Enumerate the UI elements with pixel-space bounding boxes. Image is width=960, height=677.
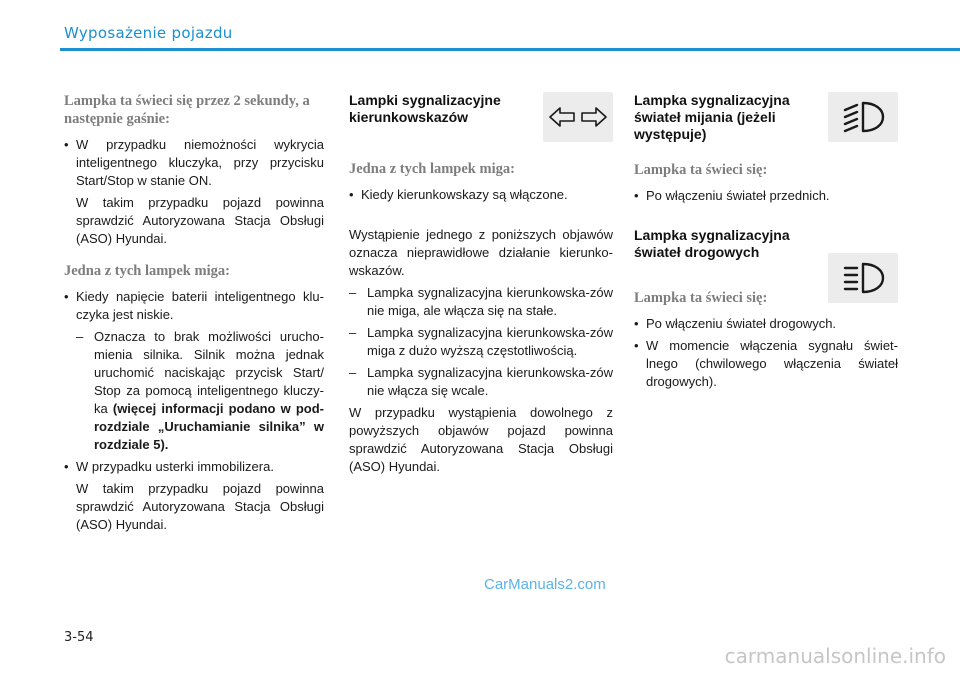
list-item [634, 315, 898, 333]
low-beam-title: Lampka sygnalizacyjna świateł mijania (jeżeli występuje) [634, 92, 790, 142]
watermark-carmanualsonline: carmanualsonline.info [724, 644, 946, 668]
watermark-carmanuals2: CarManuals2.com [484, 576, 606, 593]
bullet-dot: • [64, 137, 69, 152]
bullet-text: Po włączeniu świateł drogowych. [646, 316, 837, 331]
turn-signal-title: Lampki sygnalizacyjne kierunkowskazów [349, 92, 501, 125]
bullet-dot: • [64, 289, 69, 304]
dash-mark: – [349, 325, 357, 340]
bullet-dot: • [634, 188, 639, 203]
dash-text: Lampka sygnalizacyjna kierunkowska-zów nie włącza się wcale. [367, 365, 613, 398]
section-head [349, 92, 613, 142]
dash-item [349, 364, 613, 400]
dash-mark: – [349, 285, 357, 300]
list-item [634, 337, 898, 391]
turn-signal-icon-box [543, 92, 613, 142]
dash-item [349, 324, 613, 360]
column-2 [349, 92, 613, 480]
page-number: 3-54 [64, 630, 94, 645]
list-item [64, 136, 324, 190]
bullet-text: W momencie włączenia sygnału świet-lnego (chwilowego włączenia świateł drogowych). [646, 338, 898, 389]
dash-text [94, 328, 324, 454]
bullet-text: Kiedy napięcie baterii inteligentnego klu-czyka jest niskie. [76, 289, 324, 322]
list-item [349, 186, 613, 204]
header-rule [60, 48, 960, 51]
bullet-text: W przypadku usterki immobilizera. [76, 459, 274, 474]
bullet-dot: • [349, 187, 354, 202]
bullet-dot: • [634, 338, 639, 353]
high-beam-icon [837, 258, 889, 298]
dash-text: Lampka sygnalizacyjna kierunkowska-zów miga z dużo wyższą częstotliwością. [367, 325, 613, 358]
heading-lit: Lampka ta świeci się: [634, 162, 768, 178]
list-item [64, 288, 324, 324]
dash-text: Lampka sygnalizacyjna kierunkowska-zów nie miga, ale włącza się na stałe. [367, 285, 613, 318]
column-1 [64, 92, 324, 538]
paragraph: W takim przypadku pojazd powinna sprawdzić Autoryzowana Stacja Obsługi (ASO) Hyundai. [76, 481, 324, 532]
list-item [64, 458, 324, 476]
section-title: Wyposażenie pojazdu [64, 24, 233, 42]
heading-blinking: Jedna z tych lampek miga: [349, 161, 515, 177]
dash-text-regular: Oznacza to brak możliwości urucho-mienia silnika. Silnik można jednak uruchomić naciskając przycisk Start/ Stop za pomocą inteligentnego kluczy-ka [94, 329, 324, 416]
dash-mark: – [349, 365, 357, 380]
low-beam-icon [837, 97, 889, 137]
heading-blinking: Jedna z tych lampek miga: [64, 263, 230, 279]
heading-lit: Lampka ta świeci się: [634, 290, 768, 306]
bullet-text: Po włączeniu świateł przednich. [646, 188, 830, 203]
bullet-dot: • [634, 316, 639, 331]
dash-mark: – [76, 329, 84, 344]
dash-text-bold: (więcej informacji podano w pod-rozdziale „Uruchamianie silnika” w rozdziale 5). [94, 401, 324, 452]
paragraph: W takim przypadku pojazd powinna sprawdzić Autoryzowana Stacja Obsługi (ASO) Hyundai. [76, 195, 324, 246]
heading-lights-2s: Lampka ta świeci się przez 2 sekundy, a następnie gaśnie: [64, 93, 310, 127]
section-head [634, 92, 898, 143]
dash-item [64, 328, 324, 454]
bullet-text: Kiedy kierunkowskazy są włączone. [361, 187, 568, 202]
bullet-dot: • [64, 459, 69, 474]
bullet-text: W przypadku niemożności wykrycia inteligentnego kluczyka, przy przycisku Start/Stop w stanie ON. [76, 137, 324, 188]
paragraph: W przypadku wystąpienia dowolnego z powyższych objawów pojazd powinna sprawdzić Autoryzowana Stacja Obsługi (ASO) Hyundai. [349, 405, 613, 474]
high-beam-icon-box [828, 253, 898, 303]
turn-signal-arrows-icon [547, 102, 609, 132]
dash-item [349, 284, 613, 320]
paragraph: Wystąpienie jednego z poniższych objawów oznacza nieprawidłowe działanie kierunko-wskazów. [349, 227, 613, 278]
high-beam-title: Lampka sygnalizacyjna świateł drogowych [634, 227, 790, 260]
column-3 [634, 92, 898, 395]
list-item [634, 187, 898, 205]
low-beam-icon-box [828, 92, 898, 142]
